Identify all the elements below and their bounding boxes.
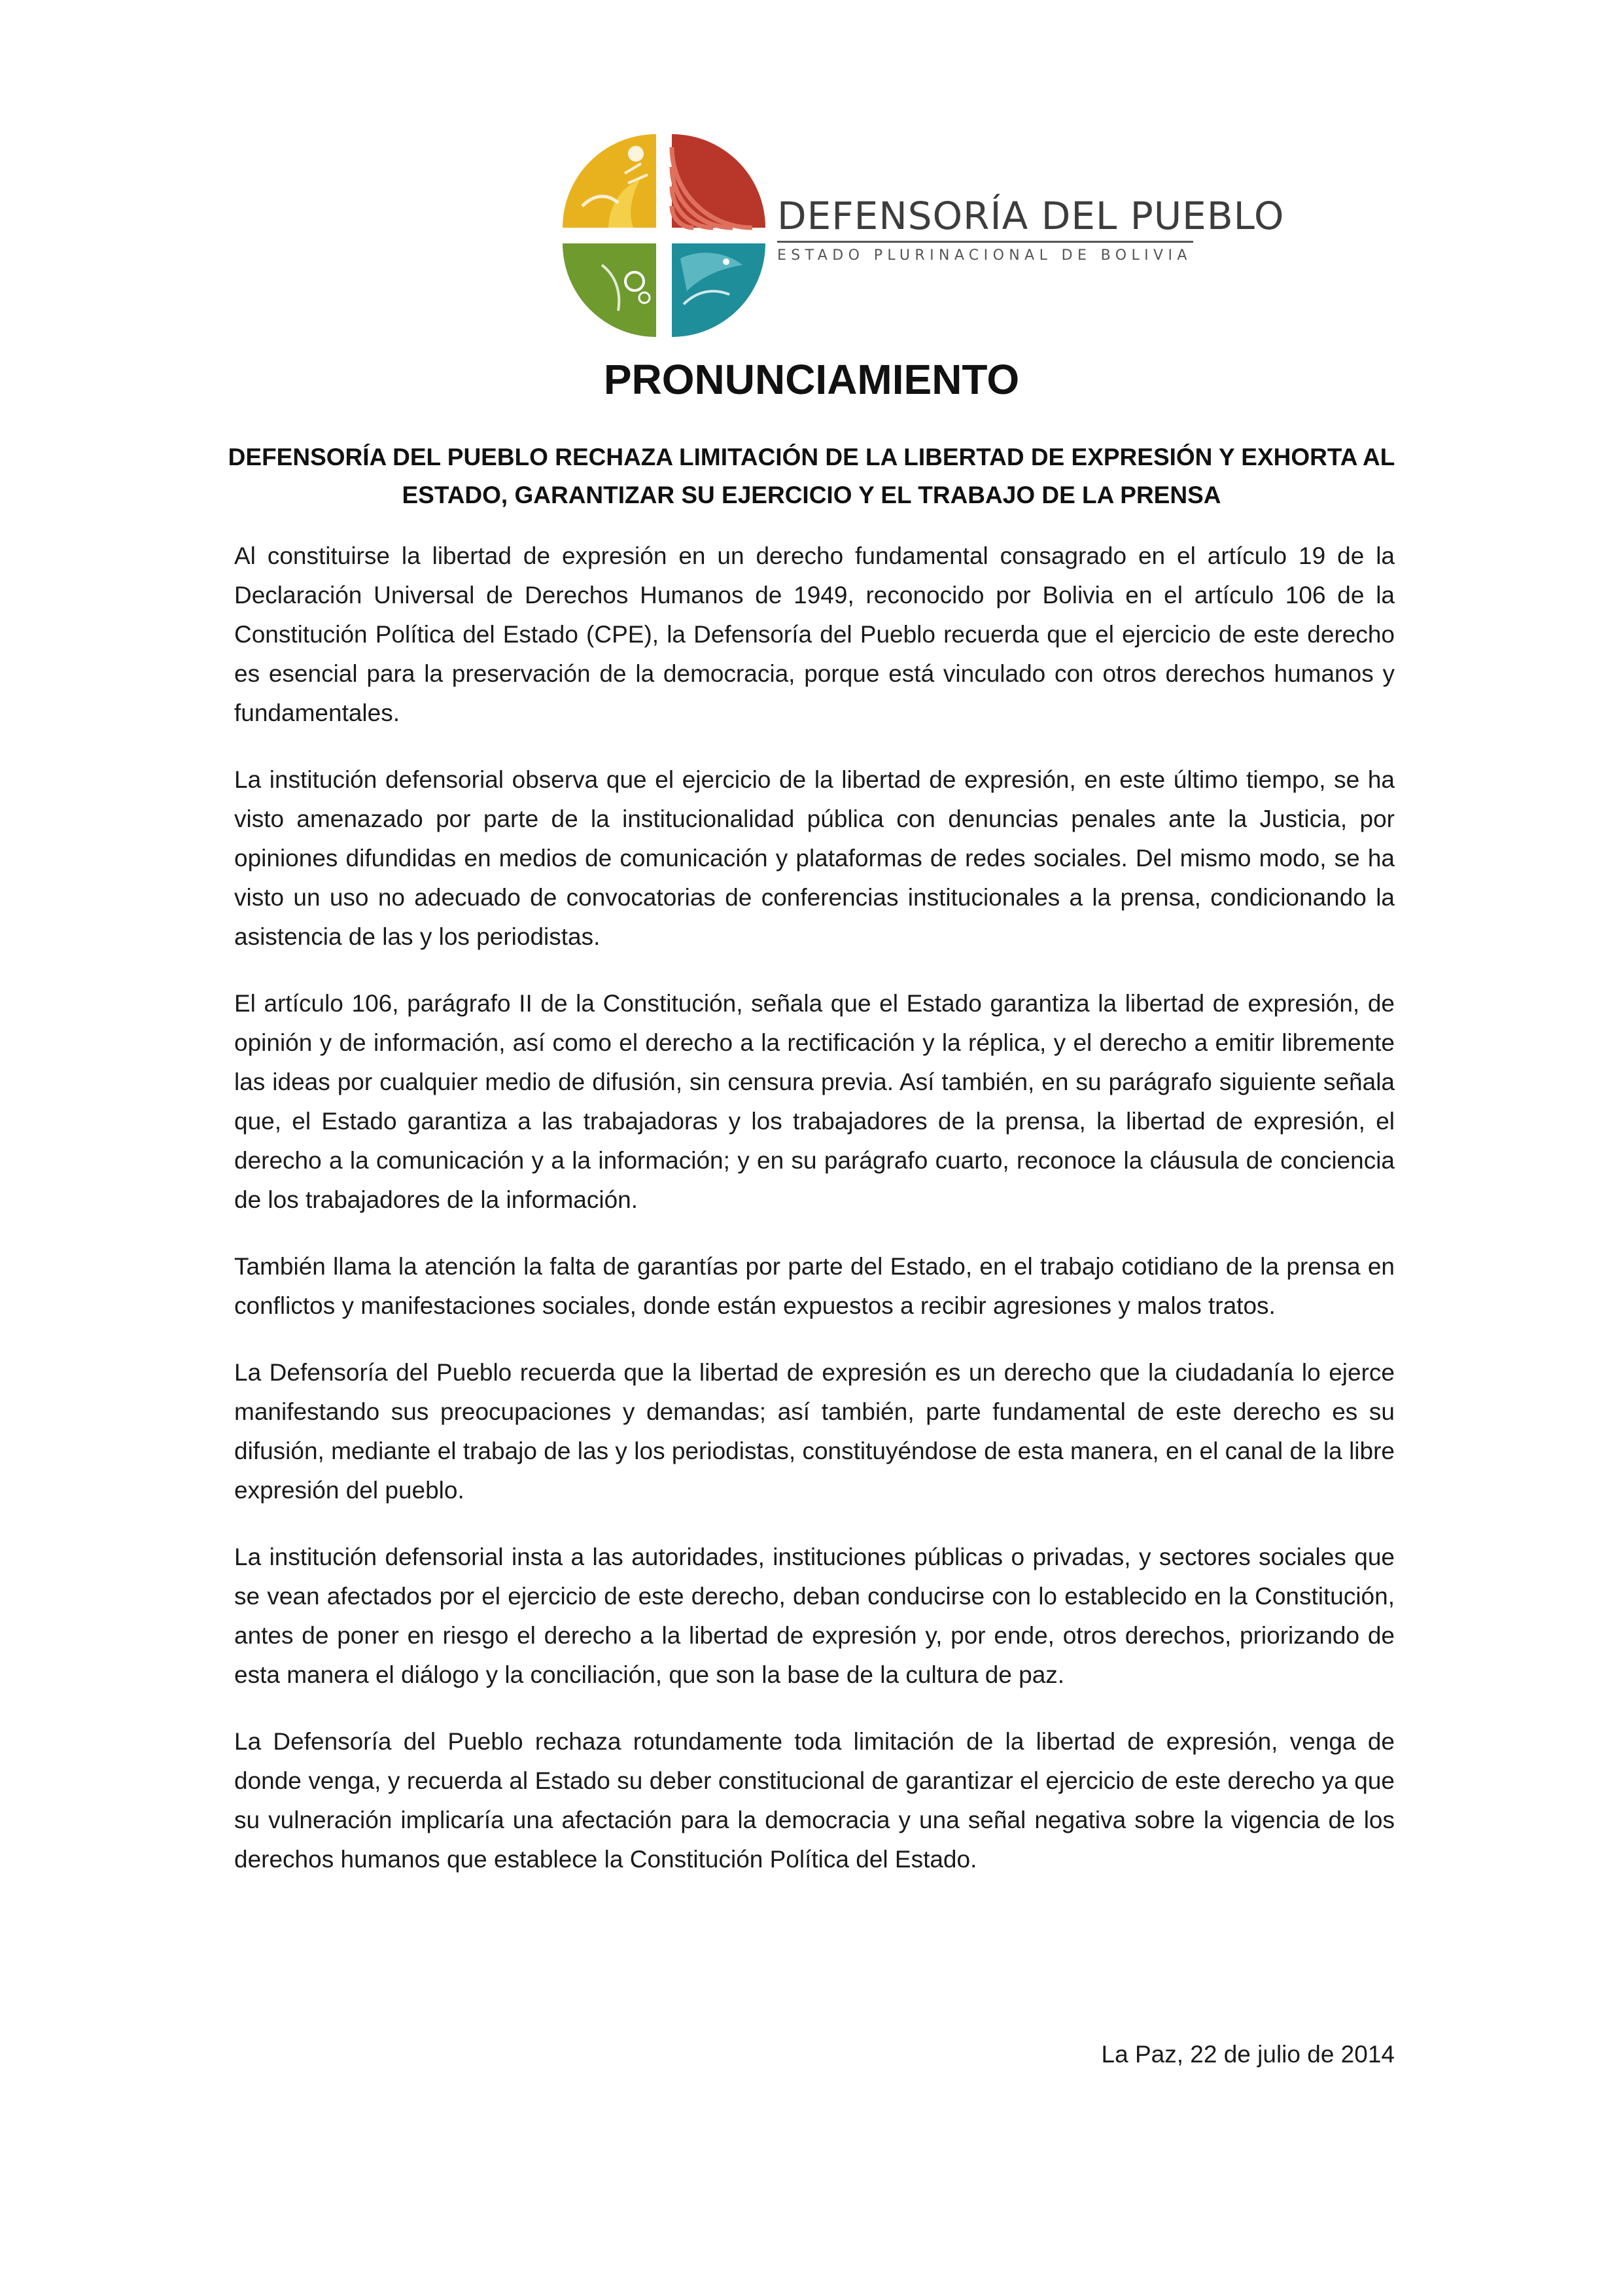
paragraph: Al constituirse la libertad de expresión en un derecho fundamental consagrado en el artículo 19 de la Declaración Universal de Derechos Humanos de 1949, reconocido por Bolivia en el artículo 106 de la Constitución Política del Estado (CPE), la Defensoría del Pueblo recuerda que el ejercicio de este derecho es esencial para la preservación de la democracia, porque está vinculado con otros derechos humanos y fundamentales.	[234, 542, 1395, 726]
place-date: La Paz, 22 de julio de 2014	[1101, 2041, 1395, 2068]
paragraph: La institución defensorial observa que el ejercicio de la libertad de expresión, en este último tiempo, se ha visto amenazado por parte de la institucionalidad pública con denuncias penales ante la Justicia, por opiniones difundidas en medios de comunicación y plataformas de redes sociales. Del mismo modo, se ha visto un uso no adecuado de convocatorias de conferencias institucionales a la prensa, condicionando la asistencia de las y los periodistas.	[234, 766, 1395, 950]
document-body	[234, 537, 1395, 1907]
paragraph: El artículo 106, parágrafo II de la Constitución, señala que el Estado garantiza la libertad de expresión, de opinión y de información, así como el derecho a la rectificación y la réplica, y el derecho a emitir libremente las ideas por cualquier medio de difusión, sin censura previa. Así también, en su parágrafo siguiente señala que, el Estado garantiza a las trabajadoras y los trabajadores de la prensa, la libertad de expresión, el derecho a la comunicación y a la información; y en su parágrafo cuarto, reconoce la cláusula de conciencia de los trabajadores de la información.	[234, 990, 1395, 1213]
paragraph: También llama la atención la falta de garantías por parte del Estado, en el trabajo cotidiano de la prensa en conflictos y manifestaciones sociales, donde están expuestos a recibir agresiones y malos tratos.	[234, 1253, 1395, 1319]
logo-subtitle: ESTADO PLURINACIONAL DE BOLIVIA	[777, 247, 1192, 264]
paragraph: La Defensoría del Pueblo recuerda que la libertad de expresión es un derecho que la ciudadanía lo ejerce manifestando sus preocupaciones y demandas; así también, parte fundamental de este derecho es su difusión, mediante el trabajo de las y los periodistas, constituyéndose de esta manera, en el canal de la libre expresión del pueblo.	[234, 1359, 1395, 1504]
emblem-icon	[563, 134, 765, 337]
paragraph: La institución defensorial insta a las autoridades, instituciones públicas o privadas, y sectores sociales que se vean afectados por el ejercicio de este derecho, deban conducirse con lo establecido en la Constitución, antes de poner en riesgo el derecho a la libertad de expresión y, por ende, otros derechos, priorizando de esta manera el diálogo y la conciliación, que son la base de la cultura de paz.	[234, 1544, 1395, 1688]
paragraph: La Defensoría del Pueblo rechaza rotundamente toda limitación de la libertad de expresión, venga de donde venga, y recuerda al Estado su deber constitucional de garantizar el ejercicio de este derecho ya que su vulneración implicaría una afectación para la democracia y una señal negativa sobre la vigencia de los derechos humanos que establece la Constitución Política del Estado.	[234, 1728, 1395, 1873]
logo-name: DEFENSORÍA DEL PUEBLO	[777, 194, 1285, 238]
logo-divider	[777, 241, 1193, 243]
institution-logo	[563, 134, 1285, 337]
page-title: PRONUNCIAMIENTO	[603, 356, 1020, 403]
document-subtitle: DEFENSORÍA DEL PUEBLO RECHAZA LIMITACIÓN DE LA LIBERTAD DE EXPRESIÓN Y EXHORTA AL ESTADO, GARANTIZAR SU EJERCICIO Y EL TRABAJO DE LA PRENSA	[228, 444, 1395, 508]
